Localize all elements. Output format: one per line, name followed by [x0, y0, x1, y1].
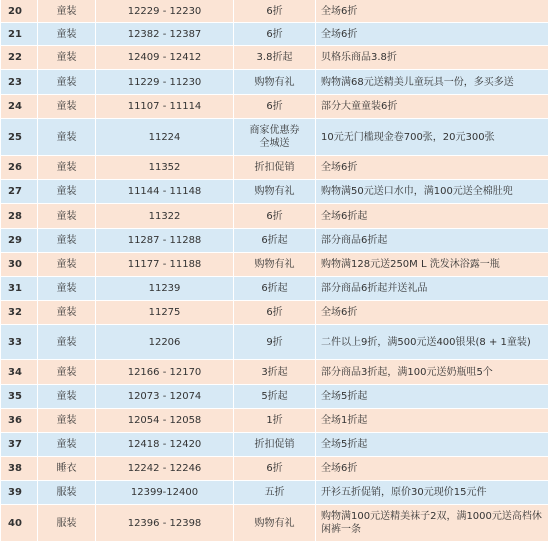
row-number: 23 [1, 70, 38, 95]
promo-description-cell: 全场6折 [316, 156, 549, 180]
category-cell: 童装 [38, 325, 96, 360]
table-row [1, 325, 549, 360]
category-cell: 童装 [38, 156, 96, 180]
promo-description-cell: 购物满50元送口水巾，满100元送全棉肚兜 [316, 180, 549, 204]
promo-type-cell: 折扣促销 [234, 156, 316, 180]
category-cell: 童装 [38, 95, 96, 119]
promo-type-cell: 购物有礼 [234, 70, 316, 95]
store-number-cell: 11275 [96, 301, 234, 325]
row-number: 32 [1, 301, 38, 325]
promo-type-cell: 购物有礼 [234, 180, 316, 204]
row-number: 33 [1, 325, 38, 360]
promo-type-cell: 6折 [234, 301, 316, 325]
table-row [1, 204, 549, 229]
promo-description-cell: 开衫五折促销，原价30元现价15元件 [316, 481, 549, 505]
table-row [1, 70, 549, 95]
category-cell: 童装 [38, 301, 96, 325]
table-row [1, 505, 549, 542]
row-number: 21 [1, 23, 38, 46]
store-number-cell: 11239 [96, 277, 234, 301]
promotions-table-body [1, 0, 549, 542]
category-cell: 童装 [38, 229, 96, 253]
promo-type-cell: 5折起 [234, 385, 316, 409]
row-number: 24 [1, 95, 38, 119]
category-cell: 童装 [38, 180, 96, 204]
row-number: 25 [1, 119, 38, 156]
store-number-cell: 12073 - 12074 [96, 385, 234, 409]
category-cell: 童装 [38, 70, 96, 95]
store-number-cell: 12396 - 12398 [96, 505, 234, 542]
promo-description-cell: 部分商品3折起，满100元送奶瓶咀5个 [316, 360, 549, 385]
promo-type-cell: 购物有礼 [234, 505, 316, 542]
row-number: 30 [1, 253, 38, 277]
table-row [1, 253, 549, 277]
table-row [1, 385, 549, 409]
table-row [1, 433, 549, 457]
row-number: 40 [1, 505, 38, 542]
category-cell: 童装 [38, 204, 96, 229]
table-row [1, 46, 549, 70]
table-row [1, 180, 549, 204]
category-cell: 童装 [38, 385, 96, 409]
table-row [1, 119, 549, 156]
store-number-cell: 11144 - 11148 [96, 180, 234, 204]
table-row [1, 277, 549, 301]
promo-type-cell: 6折 [234, 204, 316, 229]
table-row [1, 481, 549, 505]
promo-description-cell: 购物满68元送精美儿童玩具一份，多买多送 [316, 70, 549, 95]
store-number-cell: 11229 - 11230 [96, 70, 234, 95]
category-cell: 童装 [38, 360, 96, 385]
promo-type-cell: 商家优惠券 全城送 [234, 119, 316, 156]
promo-type-cell: 9折 [234, 325, 316, 360]
table-row [1, 229, 549, 253]
table-row [1, 156, 549, 180]
promo-type-cell: 6折 [234, 23, 316, 46]
promo-description-cell: 二件以上9折，满500元送400银果(8 + 1童装) [316, 325, 549, 360]
table-row [1, 409, 549, 433]
row-number: 34 [1, 360, 38, 385]
category-cell: 睡衣 [38, 457, 96, 481]
row-number: 22 [1, 46, 38, 70]
category-cell: 童装 [38, 46, 96, 70]
promo-type-cell: 6折 [234, 457, 316, 481]
category-cell: 童装 [38, 119, 96, 156]
promo-description-cell: 部分商品6折起 [316, 229, 549, 253]
promo-description-cell: 购物满100元送精美袜子2双，满1000元送高档休闲裤一条 [316, 505, 549, 542]
table-row [1, 0, 549, 23]
promo-description-cell: 贝格乐商品3.8折 [316, 46, 549, 70]
table-row [1, 360, 549, 385]
store-number-cell: 11107 - 11114 [96, 95, 234, 119]
promo-type-cell: 6折起 [234, 229, 316, 253]
promo-description-cell: 购物满128元送250M L 洗发沐浴露一瓶 [316, 253, 549, 277]
promo-description-cell: 全场6折起 [316, 204, 549, 229]
promo-description-cell: 全场6折 [316, 457, 549, 481]
store-number-cell: 12166 - 12170 [96, 360, 234, 385]
row-number: 39 [1, 481, 38, 505]
store-number-cell: 11352 [96, 156, 234, 180]
row-number: 27 [1, 180, 38, 204]
promo-type-cell: 五折 [234, 481, 316, 505]
category-cell: 童装 [38, 277, 96, 301]
row-number: 26 [1, 156, 38, 180]
row-number: 29 [1, 229, 38, 253]
row-number: 31 [1, 277, 38, 301]
store-number-cell: 11224 [96, 119, 234, 156]
promo-type-cell: 1折 [234, 409, 316, 433]
category-cell: 童装 [38, 433, 96, 457]
category-cell: 童装 [38, 23, 96, 46]
promo-description-cell: 全场5折起 [316, 433, 549, 457]
store-number-cell: 12229 - 12230 [96, 0, 234, 23]
table-row [1, 301, 549, 325]
store-number-cell: 11287 - 11288 [96, 229, 234, 253]
promo-type-cell: 购物有礼 [234, 253, 316, 277]
row-number: 38 [1, 457, 38, 481]
row-number: 36 [1, 409, 38, 433]
promo-type-cell: 6折 [234, 95, 316, 119]
store-number-cell: 12054 - 12058 [96, 409, 234, 433]
store-number-cell: 12206 [96, 325, 234, 360]
category-cell: 童装 [38, 253, 96, 277]
table-row [1, 457, 549, 481]
row-number: 35 [1, 385, 38, 409]
row-number: 28 [1, 204, 38, 229]
row-number: 20 [1, 0, 38, 23]
promo-description-cell: 全场1折起 [316, 409, 549, 433]
promo-description-cell: 全场5折起 [316, 385, 549, 409]
row-number: 37 [1, 433, 38, 457]
promo-description-cell: 全场6折 [316, 0, 549, 23]
promo-type-cell: 折扣促销 [234, 433, 316, 457]
store-number-cell: 12409 - 12412 [96, 46, 234, 70]
promo-type-cell: 6折 [234, 0, 316, 23]
promo-description-cell: 部分大童童装6折 [316, 95, 549, 119]
category-cell: 服装 [38, 481, 96, 505]
store-number-cell: 12382 - 12387 [96, 23, 234, 46]
promo-type-cell: 6折起 [234, 277, 316, 301]
category-cell: 服装 [38, 505, 96, 542]
promo-type-cell: 3折起 [234, 360, 316, 385]
store-number-cell: 11177 - 11188 [96, 253, 234, 277]
store-number-cell: 11322 [96, 204, 234, 229]
category-cell: 童装 [38, 0, 96, 23]
category-cell: 童装 [38, 409, 96, 433]
store-number-cell: 12418 - 12420 [96, 433, 234, 457]
promo-description-cell: 部分商品6折起并送礼品 [316, 277, 549, 301]
promo-description-cell: 全场6折 [316, 23, 549, 46]
store-number-cell: 12399-12400 [96, 481, 234, 505]
promo-type-cell: 3.8折起 [234, 46, 316, 70]
table-row [1, 95, 549, 119]
store-number-cell: 12242 - 12246 [96, 457, 234, 481]
promo-description-cell: 全场6折 [316, 301, 549, 325]
table-row [1, 23, 549, 46]
promo-description-cell: 10元无门槛现金卷700张，20元300张 [316, 119, 549, 156]
